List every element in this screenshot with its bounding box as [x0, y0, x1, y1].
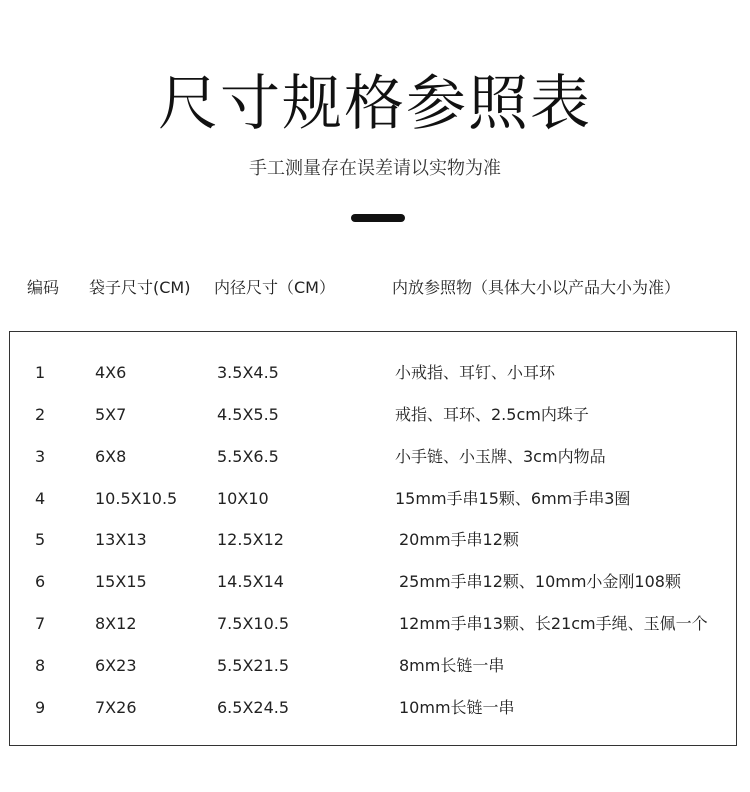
cell-inner-size: 10X10: [217, 489, 269, 508]
cell-bag-size: 10.5X10.5: [95, 489, 177, 508]
cell-bag-size: 7X26: [95, 698, 137, 717]
cell-code: 9: [35, 698, 46, 717]
cell-bag-size: 8X12: [95, 614, 137, 633]
table-row: [0, 484, 750, 514]
cell-bag-size: 5X7: [95, 405, 127, 424]
header-bag-size: 袋子尺寸(CM): [89, 278, 191, 297]
cell-inner-size: 5.5X21.5: [217, 656, 290, 675]
cell-inner-size: 6.5X24.5: [217, 698, 290, 717]
cell-bag-size: 6X8: [95, 447, 127, 466]
cell-code: 7: [35, 614, 46, 633]
cell-inner-size: 5.5X6.5: [217, 447, 279, 466]
title-divider: [351, 214, 405, 222]
table-row: [0, 400, 750, 430]
cell-reference: 25mm手串12颗、10mm小金刚108颗: [399, 572, 681, 591]
cell-reference: 20mm手串12颗: [399, 530, 519, 549]
table-row: [0, 609, 750, 639]
header-code: 编码: [27, 278, 60, 297]
table-row: [0, 358, 750, 388]
table-row: [0, 525, 750, 555]
header-reference: 内放参照物（具体大小以产品大小为准）: [392, 278, 681, 297]
cell-code: 8: [35, 656, 46, 675]
table-row: [0, 442, 750, 472]
cell-code: 2: [35, 405, 46, 424]
cell-code: 5: [35, 530, 46, 549]
cell-bag-size: 6X23: [95, 656, 137, 675]
header-inner-size: 内径尺寸（CM）: [214, 278, 335, 297]
cell-code: 1: [35, 363, 46, 382]
cell-code: 6: [35, 572, 46, 591]
cell-reference: 小戒指、耳钉、小耳环: [395, 363, 556, 382]
cell-code: 4: [35, 489, 46, 508]
table-row: [0, 567, 750, 597]
table-row: [0, 651, 750, 681]
page-title: 尺寸规格参照表: [158, 69, 592, 139]
cell-code: 3: [35, 447, 46, 466]
cell-bag-size: 4X6: [95, 363, 127, 382]
cell-reference: 8mm长链一串: [399, 656, 505, 675]
cell-reference: 15mm手串15颗、6mm手串3圈: [395, 489, 631, 508]
cell-inner-size: 12.5X12: [217, 530, 284, 549]
cell-reference: 小手链、小玉牌、3cm内物品: [395, 447, 606, 466]
table-row: [0, 693, 750, 723]
page-subtitle: 手工测量存在误差请以实物为准: [249, 158, 501, 179]
cell-bag-size: 15X15: [95, 572, 147, 591]
cell-reference: 戒指、耳环、2.5cm内珠子: [395, 405, 589, 424]
cell-inner-size: 3.5X4.5: [217, 363, 279, 382]
cell-inner-size: 14.5X14: [217, 572, 284, 591]
cell-bag-size: 13X13: [95, 530, 147, 549]
cell-reference: 12mm手串13颗、长21cm手绳、玉佩一个: [399, 614, 708, 633]
cell-inner-size: 4.5X5.5: [217, 405, 279, 424]
cell-inner-size: 7.5X10.5: [217, 614, 290, 633]
cell-reference: 10mm长链一串: [399, 698, 515, 717]
